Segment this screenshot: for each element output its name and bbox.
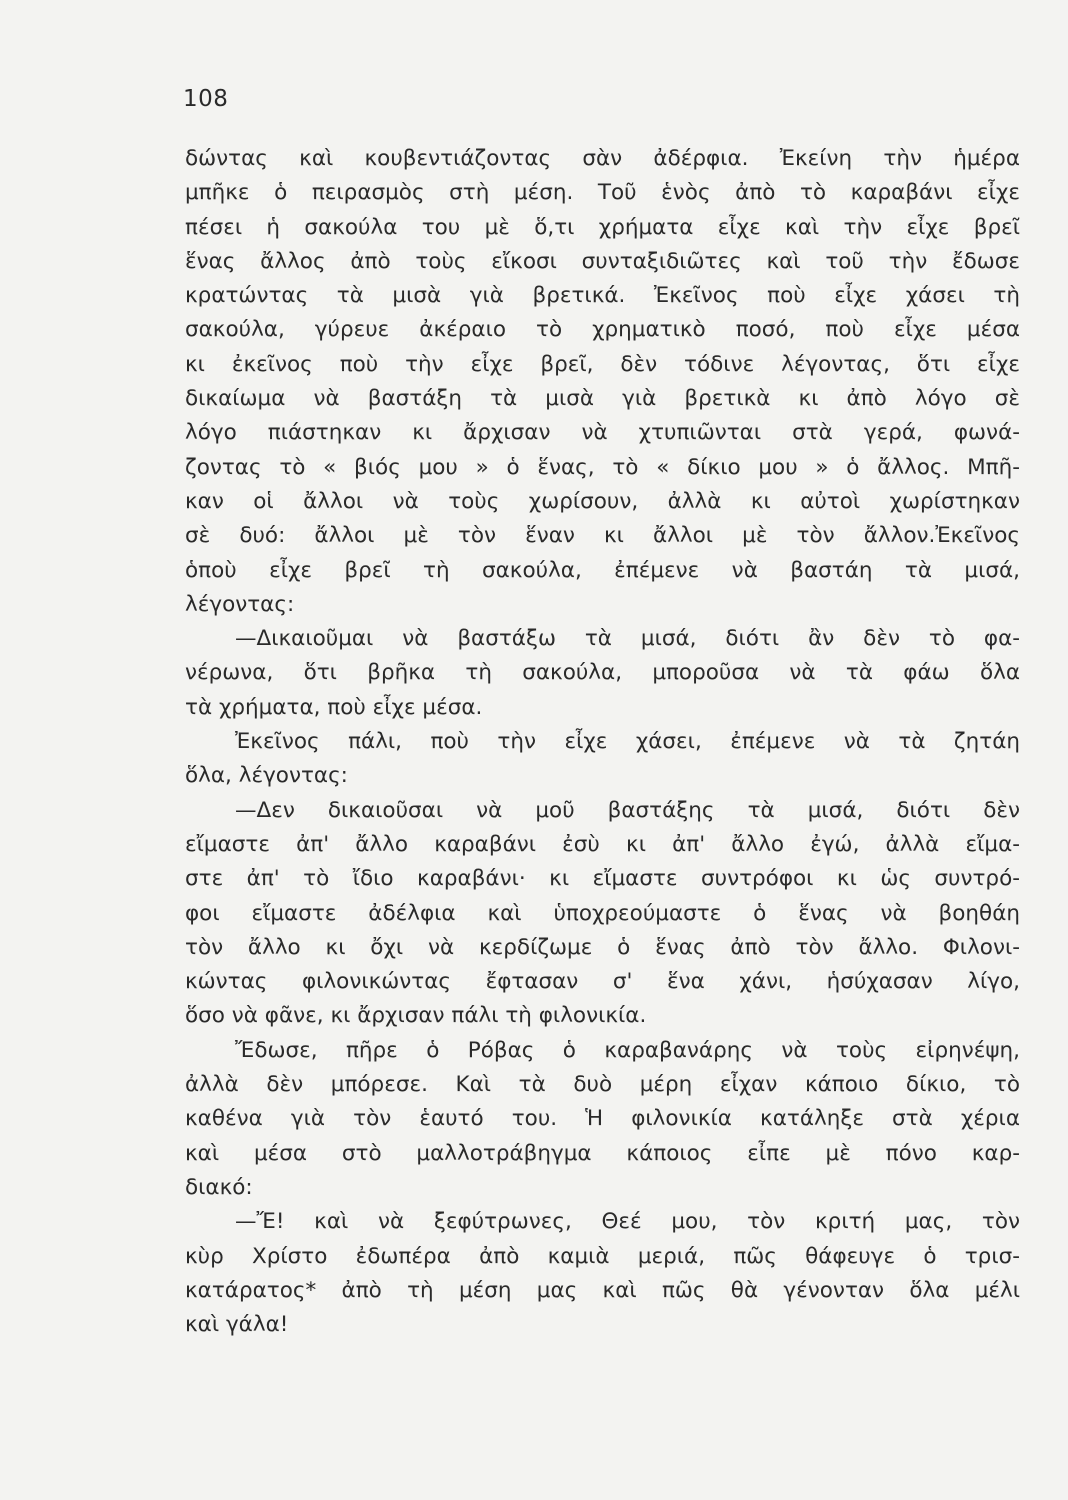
text-line: τὰ χρήματα, ποὺ εἶχε μέσα.: [185, 694, 483, 720]
text-line: λόγο πιάστηκαν κι ἄρχισαν νὰ χτυπιῶνται στὰ γερά, φωνά-: [185, 420, 1020, 446]
text-line: κι ἐκεῖνος ποὺ τὴν εἶχε βρεῖ, δὲν τόδινε λέγοντας, ὅτι εἶχε: [185, 351, 1020, 377]
text-line: κρατώντας τὰ μισὰ γιὰ βρετικά. Ἐκεῖνος ποὺ εἶχε χάσει τὴ: [185, 283, 1020, 309]
text-line: καὶ μέσα στὸ μαλλοτράβηγμα κάποιος εἶπε μὲ πόνο καρ-: [185, 1140, 1020, 1166]
page-number: 108: [183, 86, 229, 112]
text-line: ζοντας τὸ « βιός μου » ὁ ἕνας, τὸ « δίκιο μου » ὁ ἄλλος. Μπῆ-: [185, 454, 1020, 480]
text-line: ὅσο νὰ φᾶνε, κι ἄρχισαν πάλι τὴ φιλονικία.: [185, 1003, 647, 1029]
text-line: Ἐκεῖνος πάλι, ποὺ τὴν εἶχε χάσει, ἐπέμενε νὰ τὰ ζητάη: [235, 729, 1020, 755]
text-line: νέρωνα, ὅτι βρῆκα τὴ σακούλα, μποροῦσα νὰ τὰ φάω ὅλα: [185, 660, 1020, 686]
text-line: Ἔδωσε, πῆρε ὁ Ρόβας ὁ καραβανάρης νὰ τοὺς εἰρηνέψη,: [235, 1037, 1020, 1063]
text-line: —Ἔ! καὶ νὰ ξεφύτρωνες, Θεέ μου, τὸν κριτή μας, τὸν: [235, 1209, 1020, 1235]
text-line: ἀλλὰ δὲν μπόρεσε. Καὶ τὰ δυὸ μέρη εἶχαν κάποιο δίκιο, τὸ: [185, 1072, 1020, 1098]
text-line: τὸν ἄλλο κι ὄχι νὰ κερδίζωμε ὁ ἕνας ἀπὸ τὸν ἄλλο. Φιλονι-: [185, 934, 1020, 960]
text-line: καν οἱ ἄλλοι νὰ τοὺς χωρίσουν, ἀλλὰ κι αὐτοὶ χωρίστηκαν: [185, 488, 1020, 514]
text-line: πέσει ἡ σακούλα του μὲ ὅ,τι χρήματα εἶχε καὶ τὴν εἶχε βρεῖ: [185, 214, 1020, 240]
body-text: [185, 142, 1020, 1342]
text-line: ὁποὺ εἶχε βρεῖ τὴ σακούλα, ἐπέμενε νὰ βαστάη τὰ μισά,: [185, 557, 1020, 583]
text-line: λέγοντας:: [185, 591, 295, 617]
text-line: φοι εἴμαστε ἀδέλφια καὶ ὑποχρεούμαστε ὁ ἕνας νὰ βοηθάη: [185, 900, 1020, 926]
text-line: εἴμαστε ἀπ' ἄλλο καραβάνι ἐσὺ κι ἀπ' ἄλλο ἐγώ, ἀλλὰ εἴμα-: [185, 831, 1020, 857]
text-line: δικαίωμα νὰ βαστάξη τὰ μισὰ γιὰ βρετικὰ κι ἀπὸ λόγο σὲ: [185, 386, 1020, 412]
text-line: σὲ δυό: ἄλλοι μὲ τὸν ἕναν κι ἄλλοι μὲ τὸν ἄλλον.Ἐκεῖνος: [185, 523, 1020, 549]
text-line: δώντας καὶ κουβεντιάζοντας σὰν ἀδέρφια. Ἐκείνη τὴν ἡμέρα: [185, 146, 1020, 171]
text-line: σακούλα, γύρευε ἀκέραιο τὸ χρηματικὸ ποσό, ποὺ εἶχε μέσα: [185, 317, 1020, 343]
text-line: καὶ γάλα!: [185, 1312, 289, 1338]
text-line: κατάρατος* ἀπὸ τὴ μέση μας καὶ πῶς θὰ γένονταν ὅλα μέλι: [185, 1277, 1020, 1303]
text-line: στε ἀπ' τὸ ἴδιο καραβάνι· κι εἴμαστε συντρόφοι κι ὡς συντρό-: [185, 866, 1020, 892]
text-line: ὅλα, λέγοντας:: [185, 763, 348, 789]
text-line: —Δεν δικαιοῦσαι νὰ μοῦ βαστάξης τὰ μισά, διότι δὲν: [235, 797, 1020, 823]
text-line: καθένα γιὰ τὸν ἑαυτό του. Ἡ φιλονικία κατάληξε στὰ χέρια: [185, 1106, 1020, 1132]
text-line: ἕνας ἄλλος ἀπὸ τοὺς εἴκοσι συνταξιδιῶτες καὶ τοῦ τὴν ἔδωσε: [185, 248, 1020, 274]
text-line: κώντας φιλονικώντας ἔφτασαν σ' ἕνα χάνι, ἡσύχασαν λίγο,: [185, 969, 1020, 995]
text-line: διακό:: [185, 1174, 253, 1200]
text-line: μπῆκε ὁ πειρασμὸς στὴ μέση. Τοῦ ἑνὸς ἀπὸ τὸ καραβάνι εἶχε: [185, 180, 1020, 206]
text-line: κὺρ Χρίστο ἐδωπέρα ἀπὸ καμιὰ μεριά, πῶς θάφευγε ὁ τρισ-: [185, 1243, 1020, 1269]
text-line: —Δικαιοῦμαι νὰ βαστάξω τὰ μισά, διότι ἂν δὲν τὸ φα-: [235, 626, 1020, 652]
